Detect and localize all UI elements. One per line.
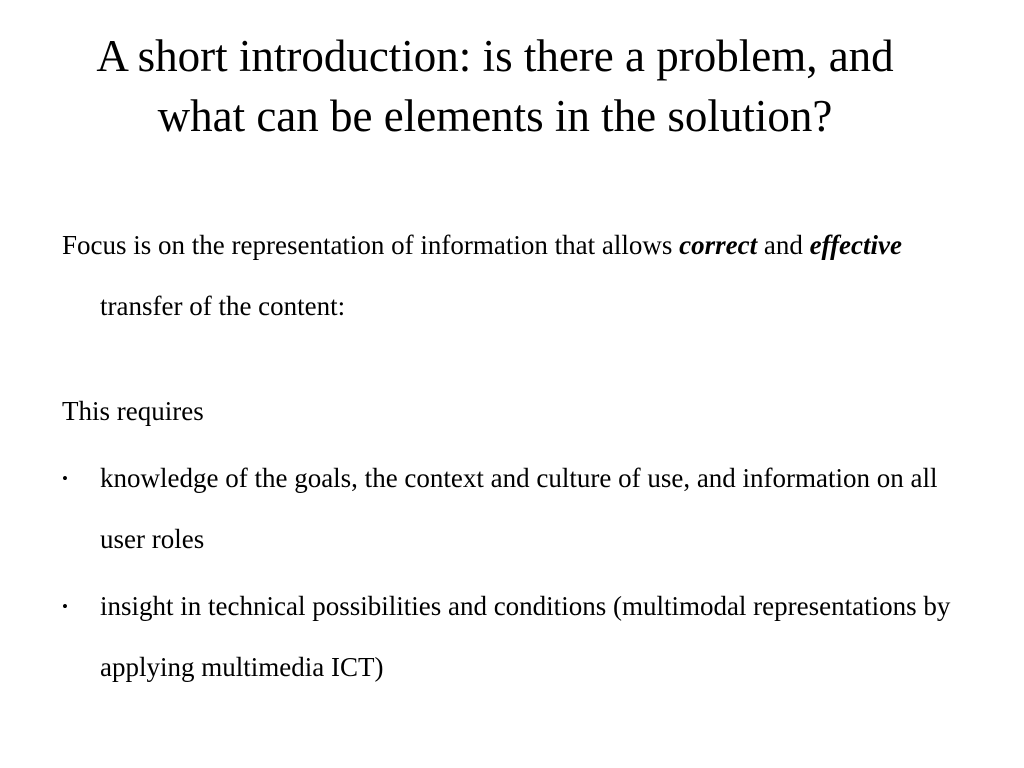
list-item	[62, 576, 962, 698]
bullet-icon: •	[62, 597, 68, 616]
focus-paragraph	[62, 215, 962, 337]
requires-label: This requires	[62, 396, 204, 426]
focus-text-part-2: and	[757, 230, 810, 260]
paragraph-spacer	[62, 337, 962, 381]
focus-text-part-1: Focus is on the representation of information that allows	[62, 230, 680, 260]
requirements-list	[62, 448, 962, 698]
focus-text-part-3: transfer of the content:	[100, 291, 346, 321]
list-item-text: knowledge of the goals, the context and culture of use, and information on all user roles	[100, 463, 938, 554]
focus-emphasis-effective: effective	[809, 230, 902, 260]
focus-emphasis-correct: correct	[679, 230, 758, 260]
list-item-text: insight in technical possibilities and conditions (multimodal representations by applying multimedia ICT)	[100, 591, 951, 682]
slide-title-line-2: what can be elements in the solution?	[157, 91, 833, 141]
slide-title-line-1: A short introduction: is there a problem, and	[96, 31, 894, 81]
list-item	[62, 448, 962, 570]
bullet-icon: •	[62, 469, 68, 488]
slide-title	[20, 26, 970, 146]
slide-body	[62, 215, 962, 698]
